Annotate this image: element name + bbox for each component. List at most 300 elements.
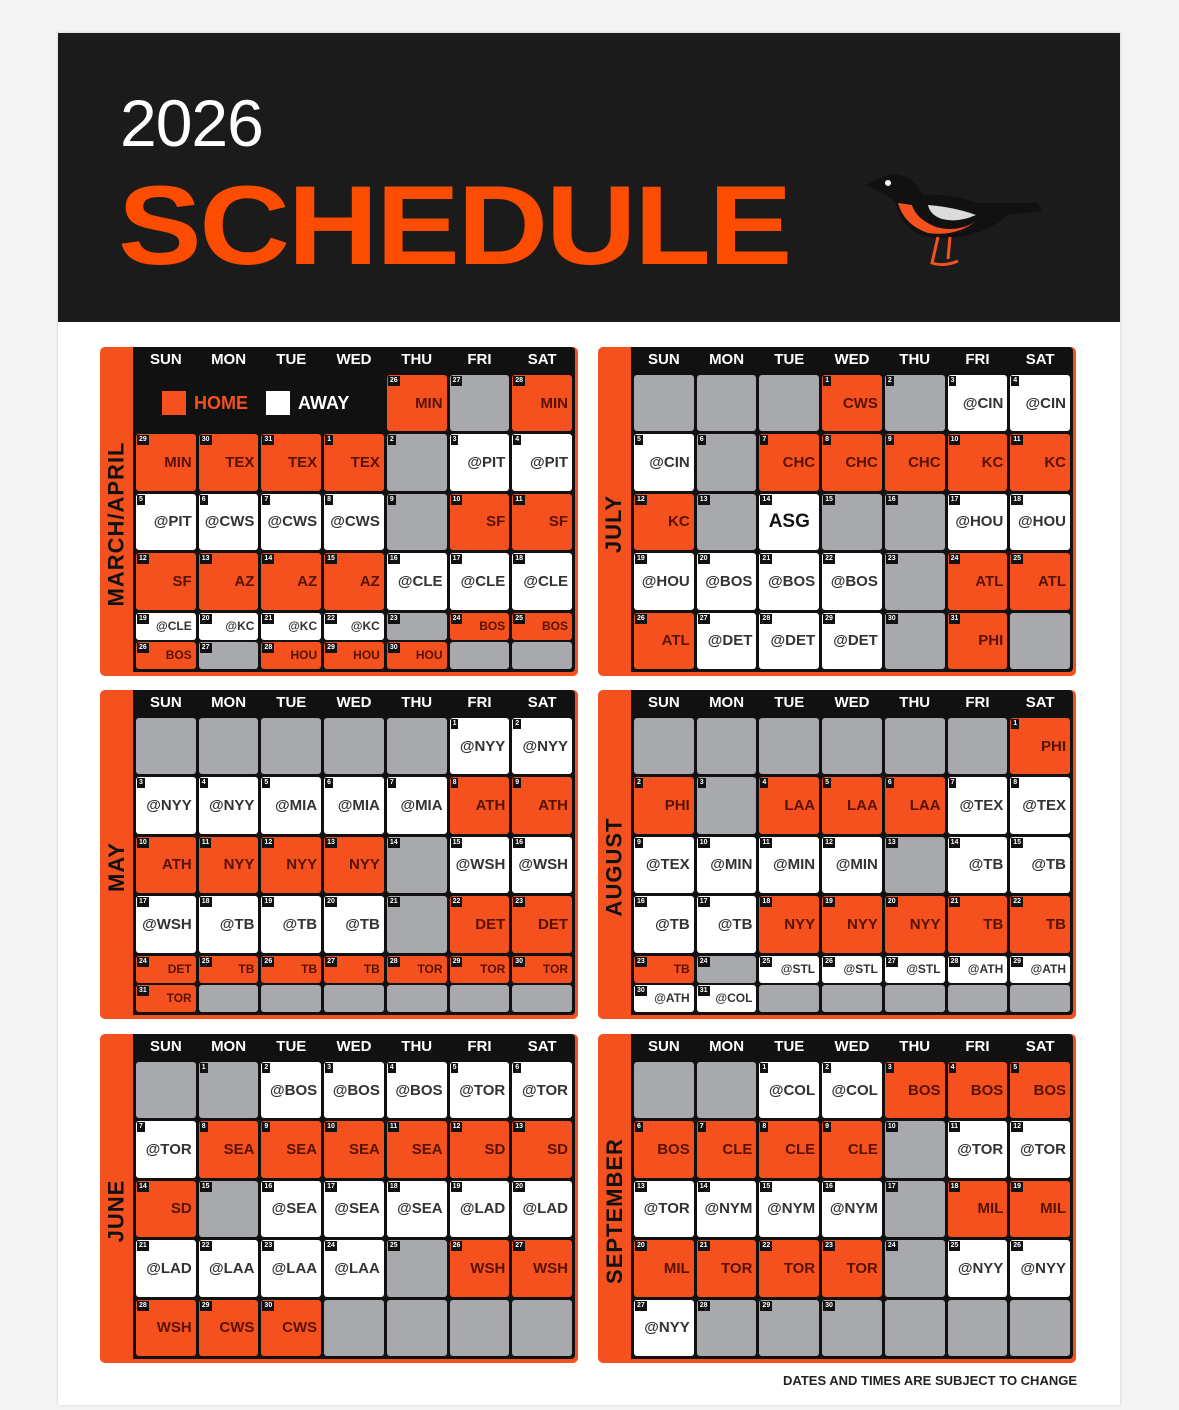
off-day-cell: [512, 1300, 572, 1356]
off-day-cell: [948, 985, 1008, 1012]
away-game-cell: [948, 1121, 1008, 1177]
schedule-poster: [58, 33, 1120, 1405]
opponent: @NYY: [1020, 1259, 1066, 1277]
date-number: 30: [389, 643, 398, 651]
opponent: TOR: [480, 962, 506, 977]
home-game-cell: [450, 777, 510, 833]
date-number: 8: [327, 495, 332, 503]
opponent: BOS: [908, 1081, 941, 1099]
off-day-cell: [885, 718, 945, 774]
date-number: 29: [762, 1301, 771, 1309]
home-game-cell: [885, 777, 945, 833]
date-number: 30: [637, 986, 645, 994]
day-header: FRI: [467, 1038, 492, 1055]
home-game-cell: [634, 956, 694, 983]
date-number: 7: [264, 495, 269, 503]
opponent: @CLE: [523, 572, 568, 590]
away-game-cell: [136, 1240, 196, 1296]
opponent: SEA: [286, 1141, 318, 1159]
away-game-cell: [634, 1300, 694, 1356]
date-number: 9: [515, 779, 520, 787]
away-game-cell: [697, 613, 757, 669]
away-game-cell: [822, 613, 882, 669]
date-number: 28: [699, 1301, 708, 1309]
off-day-cell: [885, 494, 945, 550]
off-day-cell: [885, 1240, 945, 1296]
opponent: CWS: [842, 394, 878, 412]
opponent: @NYY: [459, 737, 506, 755]
opponent: @TOR: [459, 1081, 506, 1099]
off-day-cell: [822, 985, 882, 1012]
off-day-cell: [450, 375, 510, 431]
month-panel-july: [598, 347, 1076, 676]
date-number: 9: [389, 495, 394, 503]
away-game-cell: [822, 553, 882, 609]
day-header: WED: [834, 351, 870, 368]
home-game-cell: [512, 1240, 572, 1296]
off-day-cell: [822, 1300, 882, 1356]
date-number: 3: [887, 1064, 892, 1071]
opponent: KC: [1044, 454, 1066, 472]
date-number: 5: [825, 779, 830, 787]
opponent: @TOR: [521, 1081, 568, 1099]
off-day-cell: [450, 985, 510, 1012]
opponent: @HOU: [955, 513, 1004, 531]
opponent: @MIN: [835, 856, 878, 874]
date-number: 24: [699, 957, 708, 965]
home-game-cell: [822, 434, 882, 490]
date-number: 18: [762, 898, 771, 906]
opponent: @COL: [768, 1081, 816, 1099]
date-number: 2: [637, 779, 641, 787]
title: SCHEDULE: [118, 163, 791, 288]
opponent: @NYY: [644, 1319, 690, 1337]
home-game-cell: [948, 896, 1008, 952]
opponent: DET: [475, 915, 506, 933]
away-game-cell: [822, 837, 882, 893]
opponent: @LAD: [522, 1200, 568, 1218]
date-number: 26: [637, 614, 645, 622]
opponent: @CIN: [649, 454, 690, 472]
off-day-cell: [450, 1300, 510, 1356]
date-number: 27: [699, 614, 708, 622]
home-swatch: [162, 391, 186, 415]
off-day-cell: [512, 642, 572, 669]
opponent: @ATH: [1030, 962, 1066, 977]
date-number: 21: [389, 898, 398, 906]
home-game-cell: [1010, 896, 1070, 952]
month-name: MAY: [103, 842, 129, 892]
opponent: @ATH: [967, 962, 1004, 977]
opponent: @NYY: [957, 1259, 1004, 1277]
date-number: 23: [389, 614, 398, 622]
date-number: 6: [637, 1123, 641, 1131]
date-number: 29: [201, 1301, 210, 1309]
opponent: @KC: [225, 619, 255, 634]
date-number: 10: [950, 436, 959, 444]
home-game-cell: [387, 642, 447, 669]
opponent: @CLE: [397, 572, 443, 590]
away-game-cell: [1010, 956, 1070, 983]
opponent: @NYM: [704, 1200, 753, 1218]
opponent: HOU: [415, 648, 443, 663]
home-game-cell: [136, 553, 196, 609]
off-day-cell: [885, 375, 945, 431]
date-number: 13: [637, 1182, 645, 1190]
opponent: NYY: [847, 915, 878, 933]
date-number: 14: [139, 1182, 147, 1190]
date-number: 19: [139, 614, 147, 622]
date-number: 31: [950, 614, 959, 622]
date-number: 15: [1013, 838, 1022, 846]
opponent: WSH: [470, 1259, 506, 1277]
opponent: @CIN: [1025, 394, 1066, 412]
off-day-cell: [885, 553, 945, 609]
date-number: 14: [762, 495, 771, 503]
day-header: WED: [336, 694, 372, 711]
opponent: HOU: [353, 648, 380, 663]
date-number: 7: [389, 779, 394, 787]
away-game-cell: [697, 553, 757, 609]
opponent: CLE: [722, 1141, 753, 1159]
home-game-cell: [759, 777, 819, 833]
opponent: @TEX: [959, 797, 1004, 815]
date-number: 28: [515, 377, 524, 384]
off-day-cell: [697, 1300, 757, 1356]
home-game-cell: [697, 1240, 757, 1296]
date-number: 8: [762, 1123, 767, 1131]
date-number: 26: [1013, 1242, 1022, 1250]
date-number: 28: [950, 957, 959, 965]
date-number: 18: [950, 1182, 959, 1190]
day-header: THU: [401, 351, 433, 368]
opponent: ATH: [538, 797, 568, 815]
date-number: 29: [1013, 957, 1022, 965]
date-number: 31: [139, 986, 147, 994]
date-number: 3: [139, 779, 143, 787]
date-number: 8: [1013, 779, 1018, 787]
opponent: @NYY: [208, 797, 255, 815]
away-game-cell: [948, 494, 1008, 550]
opponent: @TB: [1031, 856, 1066, 874]
home-game-cell: [324, 837, 384, 893]
date-number: 29: [825, 614, 833, 622]
date-number: 25: [389, 1242, 398, 1250]
month-label: [598, 372, 631, 676]
date-number: 15: [825, 495, 833, 503]
opponent: HOU: [290, 648, 318, 663]
home-game-cell: [759, 896, 819, 952]
off-day-cell: [697, 777, 757, 833]
opponent: @KC: [350, 619, 380, 634]
opponent: @TOR: [643, 1200, 690, 1218]
opponent: @LAD: [146, 1259, 192, 1277]
away-game-cell: [822, 1062, 882, 1118]
day-header: SAT: [1025, 694, 1055, 711]
away-game-cell: [634, 1181, 694, 1237]
away-game-cell: [759, 613, 819, 669]
date-number: 16: [887, 495, 896, 503]
away-game-cell: [948, 777, 1008, 833]
date-number: 15: [452, 838, 461, 846]
date-number: 4: [389, 1064, 394, 1071]
date-number: 9: [264, 1123, 269, 1131]
date-number: 1: [327, 436, 332, 444]
away-game-cell: [199, 777, 259, 833]
date-number: 7: [762, 436, 767, 444]
away-game-cell: [387, 777, 447, 833]
home-game-cell: [1010, 1181, 1070, 1237]
opponent: TOR: [783, 1259, 816, 1277]
opponent: PHI: [978, 632, 1004, 650]
opponent: AZ: [359, 572, 380, 590]
home-game-cell: [634, 1121, 694, 1177]
date-number: 22: [327, 614, 335, 622]
opponent: @BOS: [768, 572, 816, 590]
away-game-cell: [822, 956, 882, 983]
opponent: @CLE: [460, 572, 506, 590]
home-game-cell: [822, 896, 882, 952]
away-game-cell: [512, 718, 572, 774]
month-label: [100, 372, 133, 676]
home-game-cell: [199, 553, 259, 609]
away-game-cell: [697, 985, 757, 1012]
calendar-grid: [631, 347, 1073, 672]
home-game-cell: [261, 553, 321, 609]
date-number: 27: [327, 957, 335, 965]
date-number: 20: [201, 614, 210, 622]
opponent: @DET: [707, 632, 753, 650]
opponent: @TOR: [145, 1141, 192, 1159]
opponent: @MIN: [710, 856, 753, 874]
opponent: @NYY: [146, 797, 192, 815]
opponent: PHI: [664, 797, 690, 815]
split-day-cell: [136, 956, 196, 1012]
day-header: SUN: [150, 694, 182, 711]
opponent: TB: [983, 915, 1004, 933]
opponent: @TEX: [1022, 797, 1066, 815]
date-number: 17: [139, 898, 147, 906]
date-number: 7: [139, 1123, 143, 1131]
away-game-cell: [948, 1240, 1008, 1296]
away-game-cell: [948, 375, 1008, 431]
date-number: 23: [515, 898, 524, 906]
opponent: @TEX: [645, 856, 690, 874]
calendar-grid: [133, 1034, 575, 1359]
opponent: ATL: [1037, 572, 1066, 590]
split-day-cell: [512, 613, 572, 669]
opponent: @DET: [770, 632, 816, 650]
opponent: @BOS: [705, 572, 753, 590]
date-number: 15: [327, 555, 335, 563]
home-game-cell: [822, 777, 882, 833]
home-game-cell: [634, 494, 694, 550]
opponent: ASG: [768, 510, 810, 532]
date-number: 22: [201, 1242, 210, 1250]
date-number: 27: [887, 957, 896, 965]
opponent: @LAD: [459, 1200, 506, 1218]
opponent: TOR: [166, 991, 192, 1006]
date-number: 7: [950, 779, 955, 787]
date-number: 25: [515, 614, 524, 622]
date-number: 23: [264, 1242, 273, 1250]
opponent: DET: [167, 962, 192, 977]
day-header: SUN: [648, 351, 680, 368]
opponent: @TB: [219, 915, 255, 933]
date-number: 12: [637, 495, 645, 503]
off-day-cell: [324, 1300, 384, 1356]
date-number: 25: [1013, 555, 1022, 563]
split-day-cell: [697, 956, 757, 1012]
opponent: @WSH: [142, 915, 192, 933]
away-game-cell: [512, 553, 572, 609]
date-number: 3: [950, 377, 955, 384]
opponent: @BOS: [270, 1081, 318, 1099]
day-header: THU: [899, 694, 931, 711]
date-number: 7: [699, 1123, 704, 1131]
date-number: 26: [825, 957, 833, 965]
date-number: 15: [762, 1182, 771, 1190]
date-number: 11: [950, 1123, 958, 1131]
split-day-cell: [450, 613, 510, 669]
date-number: 12: [452, 1123, 461, 1131]
day-header: TUE: [276, 694, 307, 711]
split-day-cell: [199, 613, 259, 669]
opponent: CHC: [845, 454, 878, 472]
split-day-cell: [387, 956, 447, 1012]
opponent: @DET: [833, 632, 878, 650]
opponent: TEX: [350, 454, 380, 472]
date-number: 1: [452, 720, 457, 727]
opponent: @MIA: [400, 797, 443, 815]
calendar-grid: [631, 1034, 1073, 1359]
home-game-cell: [759, 434, 819, 490]
date-number: 17: [887, 1182, 896, 1190]
opponent: @MIN: [773, 856, 816, 874]
date-number: 8: [201, 1123, 206, 1131]
opponent: CLE: [847, 1141, 878, 1159]
day-header: WED: [834, 1038, 870, 1055]
date-number: 1: [762, 1064, 767, 1071]
day-header: MON: [211, 1038, 247, 1055]
opponent: @HOU: [1018, 513, 1066, 531]
opponent: DET: [538, 915, 568, 933]
opponent: TB: [363, 962, 380, 977]
off-day-cell: [697, 718, 757, 774]
date-number: 14: [389, 838, 398, 846]
date-number: 25: [950, 1242, 959, 1250]
opponent: @PIT: [530, 454, 568, 472]
off-day-cell: [697, 956, 757, 983]
date-number: 2: [515, 720, 520, 727]
opponent: @NYY: [522, 737, 568, 755]
opponent: WSH: [156, 1319, 192, 1337]
date-number: 19: [452, 1182, 461, 1190]
off-day-cell: [697, 375, 757, 431]
home-game-cell: [822, 375, 882, 431]
away-game-cell: [261, 777, 321, 833]
date-number: 20: [887, 898, 896, 906]
away-game-cell: [512, 434, 572, 490]
date-number: 23: [637, 957, 645, 965]
opponent: SEA: [349, 1141, 380, 1159]
away-swatch: [266, 391, 290, 415]
day-header: TUE: [774, 694, 805, 711]
legend: [136, 375, 384, 431]
away-game-cell: [512, 837, 572, 893]
opponent: @BOS: [395, 1081, 443, 1099]
date-number: 21: [699, 1242, 708, 1250]
date-number: 13: [327, 838, 335, 846]
opponent: @STL: [780, 962, 816, 977]
opponent: @STL: [843, 962, 878, 977]
home-game-cell: [261, 837, 321, 893]
away-game-cell: [512, 1181, 572, 1237]
off-day-cell: [697, 1062, 757, 1118]
opponent: BOS: [657, 1141, 690, 1159]
away-game-cell: [634, 434, 694, 490]
away-game-cell: [697, 837, 757, 893]
off-day-cell: [261, 718, 321, 774]
date-number: 23: [825, 1242, 833, 1250]
opponent: BOS: [541, 619, 568, 634]
away-game-cell: [634, 553, 694, 609]
opponent: @BOS: [830, 572, 878, 590]
opponent: LAA: [784, 797, 816, 815]
off-day-cell: [324, 718, 384, 774]
off-day-cell: [885, 613, 945, 669]
day-header: MON: [211, 694, 247, 711]
day-header: SUN: [150, 351, 182, 368]
opponent: TOR: [542, 962, 568, 977]
date-number: 30: [201, 436, 210, 444]
date-number: 10: [139, 838, 147, 846]
date-number: 16: [637, 898, 645, 906]
split-day-cell: [634, 956, 694, 1012]
opponent: CHC: [908, 454, 941, 472]
home-game-cell: [1010, 1062, 1070, 1118]
opponent: TOR: [721, 1259, 753, 1277]
month-label: [100, 715, 133, 1019]
home-game-cell: [450, 1240, 510, 1296]
date-number: 18: [1013, 495, 1022, 503]
opponent: @MIA: [275, 797, 318, 815]
home-game-cell: [324, 956, 384, 983]
off-day-cell: [948, 1300, 1008, 1356]
date-number: 22: [825, 555, 833, 563]
date-number: 14: [950, 838, 959, 846]
day-header: SAT: [527, 351, 557, 368]
off-day-cell: [387, 896, 447, 952]
away-game-cell: [261, 494, 321, 550]
date-number: 14: [699, 1182, 708, 1190]
opponent: CLE: [785, 1141, 816, 1159]
opponent: LAA: [847, 797, 878, 815]
date-number: 5: [264, 779, 269, 787]
split-day-cell: [324, 956, 384, 1012]
home-game-cell: [759, 1121, 819, 1177]
month-panel-march-april: [100, 347, 578, 676]
date-number: 24: [327, 1242, 335, 1250]
away-game-cell: [450, 1181, 510, 1237]
away-game-cell: [199, 613, 259, 640]
date-number: 18: [389, 1182, 398, 1190]
home-game-cell: [885, 896, 945, 952]
away-game-cell: [634, 837, 694, 893]
opponent: NYY: [223, 856, 255, 874]
day-header: THU: [401, 694, 433, 711]
away-game-cell: [261, 1181, 321, 1237]
